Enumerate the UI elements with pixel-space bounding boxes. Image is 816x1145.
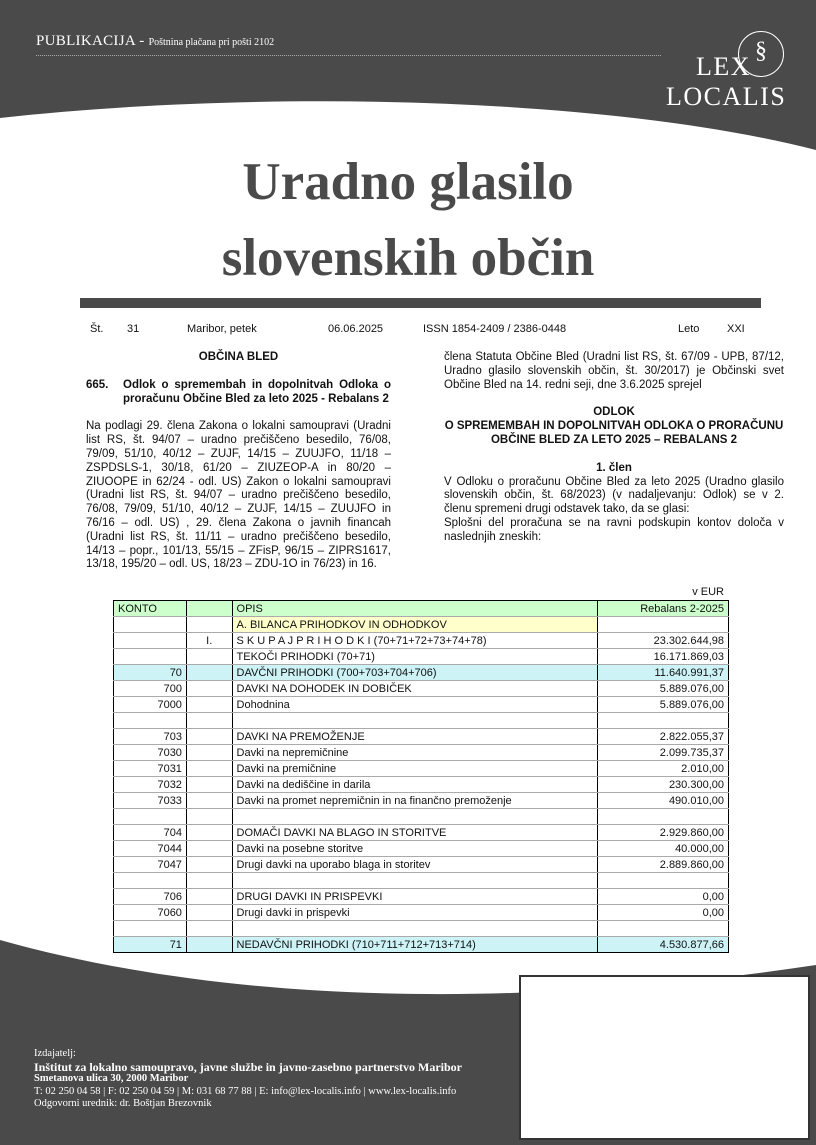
amount-cell	[598, 873, 729, 889]
publication-label: PUBLIKACIJA -	[36, 33, 145, 49]
year-label: Leto	[678, 323, 700, 335]
roman-cell	[186, 777, 232, 793]
konto-cell	[114, 617, 187, 633]
konto-cell: 700	[114, 681, 187, 697]
konto-cell	[114, 633, 187, 649]
amount-cell: 2.822.055,37	[598, 729, 729, 745]
opis-cell: Dohodnina	[232, 697, 598, 713]
table-row	[114, 665, 729, 681]
opis-cell: S K U P A J P R I H O D K I (70+71+72+73+74+78)	[232, 633, 598, 649]
title-rule	[80, 298, 761, 308]
amount-cell: 2.889.860,00	[598, 857, 729, 873]
issue-label: Št.	[90, 323, 104, 335]
opis-cell	[232, 873, 598, 889]
opis-cell: Davki na promet nepremičnin in na finančno premoženje	[232, 793, 598, 809]
konto-cell: 706	[114, 889, 187, 905]
amount-cell: 40.000,00	[598, 841, 729, 857]
header-opis: OPIS	[232, 601, 598, 617]
item-title: Odlok o spremembah in dopolnitvah Odloka o proračunu Občine Bled za leto 2025 - Rebalans 2	[123, 378, 391, 405]
item-number: 665.	[86, 378, 109, 391]
roman-cell	[186, 761, 232, 777]
table-row	[114, 761, 729, 777]
roman-cell	[186, 889, 232, 905]
ordinance-heading: ODLOK	[593, 406, 635, 419]
publisher-footer	[34, 1048, 462, 1111]
table-row	[114, 617, 729, 633]
konto-cell: 7031	[114, 761, 187, 777]
konto-cell: 704	[114, 825, 187, 841]
konto-cell: 7032	[114, 777, 187, 793]
table-row	[114, 713, 729, 729]
table-row	[114, 873, 729, 889]
table-header-row	[114, 601, 729, 617]
amount-cell: 2.010,00	[598, 761, 729, 777]
roman-cell	[186, 729, 232, 745]
konto-cell	[114, 809, 187, 825]
opis-cell: Davki na nepremičnine	[232, 745, 598, 761]
header-blank	[186, 601, 232, 617]
opis-cell: Davki na dediščine in darila	[232, 777, 598, 793]
issue-issn: ISSN 1854-2409 / 2386-0448	[423, 323, 567, 335]
amount-cell: 4.530.877,66	[598, 937, 729, 953]
amount-cell	[598, 617, 729, 633]
konto-cell: 7000	[114, 697, 187, 713]
header-dotted-divider	[36, 55, 661, 56]
blank-stamp-box	[519, 975, 810, 1140]
logo-line-2: LOCALIS	[666, 82, 787, 111]
article-paragraph-2: Splošni del proračuna se na ravni podskupin kontov določa v naslednjih zneskih:	[444, 516, 784, 543]
title-line-2: slovenskih občin	[221, 229, 595, 287]
konto-cell: 7060	[114, 905, 187, 921]
konto-cell	[114, 649, 187, 665]
konto-cell	[114, 713, 187, 729]
amount-cell: 2.929.860,00	[598, 825, 729, 841]
intro-paragraph: člena Statuta Občine Bled (Uradni list RS, št. 67/09 - UPB, 87/12, Uradno glasilo slovenskih občin, št. 30/2017) je Občinski svet Občine Bled na 14. redni seji, dne 3.6.2025 sprejel	[444, 351, 784, 391]
section-sign-icon: §	[738, 31, 784, 77]
opis-cell: DAVČNI PRIHODKI (700+703+704+706)	[232, 665, 598, 681]
roman-cell: I.	[186, 633, 232, 649]
opis-cell: DOMAČI DAVKI NA BLAGO IN STORITVE	[232, 825, 598, 841]
lex-localis-logo[interactable]	[666, 52, 792, 112]
amount-cell: 5.889.076,00	[598, 697, 729, 713]
amount-cell: 230.300,00	[598, 777, 729, 793]
item-heading	[86, 379, 391, 407]
article-heading: 1. člen	[596, 461, 632, 474]
table-row	[114, 793, 729, 809]
legal-basis-paragraph: Na podlagi 29. člena Zakona o lokalni samoupravi (Uradni list RS, št. 94/07 – uradno prečiščeno besedilo, 76/08, 79/09, 51/10, 40/12 – ZUJF, 14/15 – ZUUJFO, 11/18 – ZSPDSLS-1, 30/18, 61/20 – ZIUZEOP-A in 80/20 – ZIUOOPE in 62/24 - odl. US) Zakon o lokalni samoupravi (Uradni list RS, št. 94/07 – uradno prečiščeno besedilo, 76/08, 79/09, 51/10, 40/12 – ZUJF, 14/15 – ZUUJFO in 76/16 – odl. US) , 29. člena Zakona o javnih financah (Uradni list RS, št. 11/11 – uradno prečiščeno besedilo, 14/13 – popr., 101/13, 55/15 – ZFisP, 96/15 – ZIPRS1617, 13/18, 195/20 – odl. US, 18/23 – ZDU-1O in 76/23) in 16.	[86, 420, 391, 571]
amount-cell: 490.010,00	[598, 793, 729, 809]
table-row	[114, 937, 729, 953]
table-row	[114, 697, 729, 713]
konto-cell: 7033	[114, 793, 187, 809]
amount-cell	[598, 809, 729, 825]
konto-cell: 71	[114, 937, 187, 953]
konto-cell: 70	[114, 665, 187, 681]
title-line-1: Uradno glasilo	[242, 153, 574, 211]
opis-cell	[232, 921, 598, 937]
amount-cell	[598, 921, 729, 937]
header-amount: Rebalans 2-2025	[598, 601, 729, 617]
table-row	[114, 809, 729, 825]
roman-cell	[186, 873, 232, 889]
right-column	[444, 351, 784, 545]
table-row	[114, 889, 729, 905]
opis-cell: A. BILANCA PRIHODKOV IN ODHODKOV	[232, 617, 598, 633]
konto-cell: 7030	[114, 745, 187, 761]
roman-cell	[186, 649, 232, 665]
table-row	[114, 649, 729, 665]
issue-place-day: Maribor, petek	[187, 323, 257, 335]
roman-cell	[186, 809, 232, 825]
roman-cell	[186, 713, 232, 729]
konto-cell	[114, 873, 187, 889]
budget-table	[113, 600, 729, 953]
issue-date: 06.06.2025	[328, 323, 384, 335]
table-row	[114, 745, 729, 761]
table-row	[114, 825, 729, 841]
publisher-contacts[interactable]: T: 02 250 04 58 | F: 02 250 04 59 | M: 031 68 77 88 | E: info@lex-localis.info | www.lex-localis.info	[34, 1085, 457, 1097]
roman-cell	[186, 745, 232, 761]
currency-note: v EUR	[692, 586, 724, 598]
amount-cell	[598, 713, 729, 729]
opis-cell: DAVKI NA DOHODEK IN DOBIČEK	[232, 681, 598, 697]
table-row	[114, 729, 729, 745]
page-title	[0, 144, 816, 296]
konto-cell: 7044	[114, 841, 187, 857]
header-konto: KONTO	[114, 601, 187, 617]
roman-cell	[186, 793, 232, 809]
opis-cell: DAVKI NA PREMOŽENJE	[232, 729, 598, 745]
table-row	[114, 777, 729, 793]
amount-cell: 0,00	[598, 905, 729, 921]
opis-cell: Davki na premičnine	[232, 761, 598, 777]
postage-note: Poštnina plačana pri pošti 2102	[148, 37, 275, 48]
opis-cell: Drugi davki in prispevki	[232, 905, 598, 921]
opis-cell: NEDAVČNI PRIHODKI (710+711+712+713+714)	[232, 937, 598, 953]
publisher-label: Izdajatelj:	[34, 1048, 76, 1059]
amount-cell: 11.640.991,37	[598, 665, 729, 681]
table-row	[114, 921, 729, 937]
year-value: XXI	[727, 323, 745, 335]
amount-cell: 2.099.735,37	[598, 745, 729, 761]
ordinance-subheading: O SPREMEMBAH IN DOPOLNITVAH ODLOKA O PRORAČUNU OBČINE BLED ZA LETO 2025 – REBALANS 2	[444, 420, 784, 446]
table-row	[114, 633, 729, 649]
opis-cell: TEKOČI PRIHODKI (70+71)	[232, 649, 598, 665]
left-column	[86, 351, 391, 572]
konto-cell	[114, 921, 187, 937]
publication-line	[36, 33, 274, 50]
konto-cell: 7047	[114, 857, 187, 873]
konto-cell: 703	[114, 729, 187, 745]
amount-cell: 5.889.076,00	[598, 681, 729, 697]
publisher-address: Smetanova ulica 30, 2000 Maribor	[34, 1073, 189, 1084]
roman-cell	[186, 697, 232, 713]
issue-number: 31	[127, 323, 140, 335]
opis-cell: Davki na posebne storitve	[232, 841, 598, 857]
opis-cell: DRUGI DAVKI IN PRISPEVKI	[232, 889, 598, 905]
roman-cell	[186, 681, 232, 697]
opis-cell: Drugi davki na uporabo blaga in storitev	[232, 857, 598, 873]
amount-cell: 16.171.869,03	[598, 649, 729, 665]
municipality-heading: OBČINA BLED	[198, 351, 279, 363]
opis-cell	[232, 713, 598, 729]
roman-cell	[186, 905, 232, 921]
amount-cell: 0,00	[598, 889, 729, 905]
table-row	[114, 857, 729, 873]
opis-cell	[232, 809, 598, 825]
table-row	[114, 905, 729, 921]
roman-cell	[186, 857, 232, 873]
roman-cell	[186, 617, 232, 633]
publisher-name: Inštitut za lokalno samoupravo, javne službe in javno-zasebno partnerstvo Maribor	[34, 1059, 463, 1074]
roman-cell	[186, 665, 232, 681]
roman-cell	[186, 921, 232, 937]
amount-cell: 23.302.644,98	[598, 633, 729, 649]
roman-cell	[186, 841, 232, 857]
table-row	[114, 681, 729, 697]
logo-line-1: LEX	[696, 52, 752, 81]
roman-cell	[186, 937, 232, 953]
responsible-editor: Odgovorni urednik: dr. Boštjan Brezovnik	[34, 1098, 212, 1109]
roman-cell	[186, 825, 232, 841]
article-paragraph-1: V Odloku o proračunu Občine Bled za leto 2025 (Uradno glasilo slovenskih občin, št. 68/2023) (v nadaljevanju: Odlok) se v 2. členu spremeni drugi odstavek tako, da se glasi:	[444, 475, 784, 516]
table-row	[114, 841, 729, 857]
